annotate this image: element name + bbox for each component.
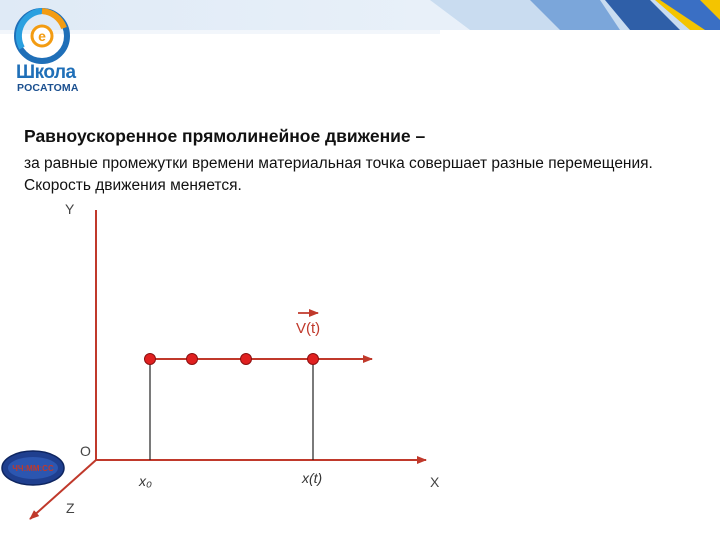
point-4 bbox=[308, 354, 319, 365]
y-axis-label: Y bbox=[65, 201, 75, 217]
point-2 bbox=[187, 354, 198, 365]
slide-description: за равные промежутки времени материальная точка совершает разные перемещения. Скорость движения меняется. bbox=[24, 155, 653, 194]
logo-rosatom-text: РОСАТОМА bbox=[17, 82, 79, 94]
logo-school-text: Школа bbox=[16, 62, 76, 83]
svg-text:e: e bbox=[38, 28, 46, 44]
x-axis-label: X bbox=[430, 474, 440, 490]
x0-label: x₀ bbox=[139, 473, 152, 489]
point-1 bbox=[145, 354, 156, 365]
slide-title: Равноускоренное прямолинейное движение – bbox=[24, 126, 426, 146]
velocity-label: V(t) bbox=[296, 320, 321, 337]
xt-label: x(t) bbox=[302, 470, 323, 486]
origin-label: O bbox=[80, 443, 91, 459]
clock-text: ЧЧ:ММ:СС bbox=[12, 464, 54, 473]
point-3 bbox=[241, 354, 252, 365]
z-axis-label: Z bbox=[66, 500, 75, 516]
